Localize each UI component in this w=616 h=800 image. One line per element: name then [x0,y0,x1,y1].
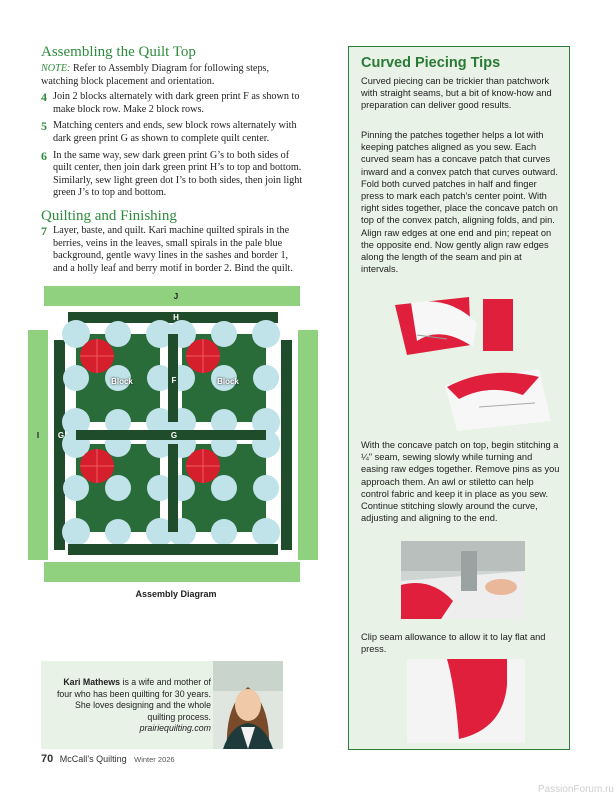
author-bio-box [41,661,283,749]
step-text: Matching centers and ends, sew block rows alternately with dark green print G as shown to complete quilt center. [53,120,297,144]
label-h: H [173,313,179,322]
sidebar-paragraph-4: Clip seam allowance to allow it to lay flat and press. [361,632,546,655]
photo-pinning-patches [387,295,535,361]
assembly-diagram [26,284,326,599]
step-text: In the same way, sew dark green print G’s to both sides of quilt center, then join dark green print H’s to top and bottom. Similarly, sew light green dot I’s to both sides, then join light green J’s to top and bottom. [53,149,303,199]
curved-piecing-tips-sidebar [348,46,570,750]
assembling-heading: Assembling the Quilt Top [41,44,196,60]
step-5 [41,120,303,145]
label-block-right: Block [217,377,239,386]
issue-date: Winter 2026 [134,755,175,764]
magazine-name: McCall’s Quilting [59,754,127,764]
author-bio [49,677,211,735]
note-label: NOTE: [41,63,71,74]
step-7 [41,225,303,275]
step-number: 6 [41,148,47,163]
sash-f [168,444,178,532]
step-4 [41,91,303,116]
label-g-center: G [170,431,178,440]
quilt-block [168,430,280,546]
label-i: I [36,431,40,440]
sash-g-right [281,340,292,550]
sidebar-title: Curved Piecing Tips [361,55,501,71]
author-name: Kari Mathews [63,677,121,687]
photo-pressed-seam [407,659,525,743]
author-photo [213,661,283,749]
sidebar-paragraph-1: Curved piecing can be trickier than patchwork with straight seams, but a bit of know-how and preparation can deliver good results. [361,76,552,111]
diagram-caption: Assembly Diagram [135,589,217,599]
author-bio-text: is a wife and mother of four who has been quilting for 30 years. She loves designing and the whole quilting process. [56,677,211,722]
sidebar-paragraph-2: Pinning the patches together helps a lot with keeping patches aligned as you sew. Each curved seam has a concave patch that curves inward and a convex patch that curves outward. Fold both curved patches in half and finger press to mark each patch’s center point. With right sides together, place the concave patch on top of the convex patch, aligning folds, and pin. Align raw edges at one end and pin; repeat on the opposite end. Now gently align raw edges along the length of the seam and pin at intervals. [361,130,558,275]
step-6 [41,150,303,200]
assembling-section [41,44,303,279]
step-number: 7 [41,223,47,238]
quilt-block [62,430,174,546]
sidebar-paragraph-3: With the concave patch on top, begin stitching a ¼" seam, sewing slowly while turning and easing raw edges together. Remove pins as you approach them. An awl or stiletto can help control fabric and keep it in place as you sew. Continue stitching slowly around the curve, adjusting and aligning to the end. [361,440,560,524]
note-paragraph [41,63,303,88]
label-block-left: Block [111,377,133,386]
page-number: 70 [41,753,54,765]
label-f: F [171,376,177,385]
step-text: Join 2 blocks alternately with dark green print F as shown to make block row. Make 2 block rows. [53,91,300,115]
note-text: Refer to Assembly Diagram for following steps, watching block placement and orientation. [41,63,270,87]
border-j-bottom [44,562,300,582]
border-h-bottom [68,544,278,555]
step-number: 5 [41,119,47,134]
label-j: J [173,292,179,301]
border-i-left [28,330,48,560]
photo-aligned-patches [439,359,557,433]
step-text: Layer, baste, and quilt. Kari machine quilted spirals in the berries, veins in the leaves, small spirals in the pale blue background, gentle wavy lines in the sashes and border 1, and a holly leaf and berry motif in border 2. Bind the quilt. [53,224,293,274]
label-g-side: G [57,431,65,440]
border-i-right [298,330,318,560]
photo-sewing-machine [401,541,525,619]
page-footer [41,753,281,765]
author-website[interactable]: prairiequilting.com [139,723,211,733]
quilting-heading: Quilting and Finishing [41,207,177,224]
step-number: 4 [41,90,47,105]
watermark: PassionForum.ru [537,784,614,795]
